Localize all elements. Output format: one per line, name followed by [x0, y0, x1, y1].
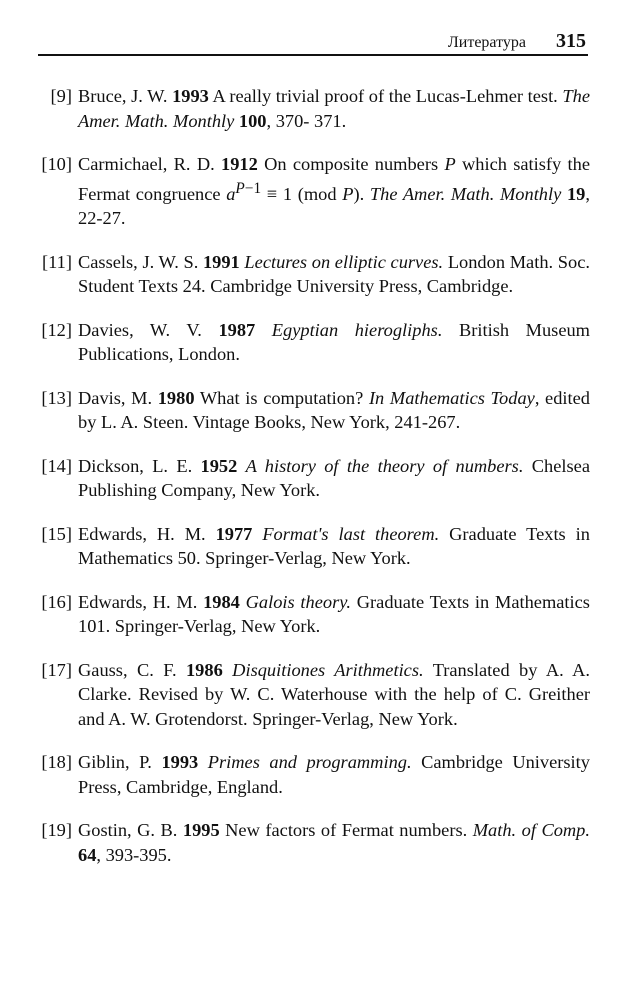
reference-item-16	[38, 590, 590, 639]
reference-year: 1993	[172, 86, 209, 106]
reference-number: [19]	[41, 820, 72, 841]
reference-title: Primes and programming.	[207, 752, 412, 773]
reference-author: Carmichael, R. D.	[78, 154, 215, 174]
reference-item-10	[38, 152, 590, 231]
reference-author: Gostin, G. B.	[78, 820, 178, 841]
reference-publisher: Translated by A. A. Clarke. Revised by W. C. Waterhouse with the help of C. Greither and A. W. Grotendorst. Springer-Verlag, New York.	[78, 659, 590, 729]
reference-author: Bruce, J. W.	[78, 86, 168, 106]
reference-item-11	[38, 250, 590, 299]
math-relation: ≡ 1 (mod	[266, 183, 337, 204]
reference-author: Edwards, H. M.	[78, 523, 206, 544]
reference-pages: , 22-27.	[78, 183, 590, 229]
reference-author: Gauss, C. F.	[78, 659, 177, 680]
reference-number: [18]	[41, 752, 72, 773]
reference-author: Cassels, J. W. S.	[78, 251, 199, 272]
reference-publisher: Chelsea Publishing Company, New York.	[78, 455, 590, 501]
reference-item-12	[38, 318, 590, 367]
reference-title: Format's last theorem.	[262, 523, 440, 544]
reference-number: [14]	[41, 455, 72, 476]
reference-year: 1987	[218, 319, 256, 340]
reference-item-17	[38, 658, 590, 732]
reference-number: [11]	[42, 251, 72, 272]
reference-author: Davies, W. V.	[78, 319, 202, 340]
running-header	[38, 30, 588, 56]
reference-year: 1952	[200, 455, 238, 476]
reference-item-18	[38, 750, 590, 799]
reference-author: Edwards, H. M.	[78, 591, 198, 612]
reference-title: On composite numbers	[264, 154, 439, 174]
reference-year: 1980	[157, 387, 195, 408]
reference-pages: , 393-395.	[96, 844, 172, 865]
reference-number: [13]	[41, 387, 72, 408]
reference-title: ).	[353, 183, 365, 204]
reference-title: A history of the theory of numbers.	[245, 455, 524, 476]
reference-author: Giblin, P.	[78, 752, 152, 773]
reference-item-9	[38, 84, 590, 133]
math-variable: P	[342, 183, 354, 204]
reference-year: 1977	[215, 523, 253, 544]
reference-item-15	[38, 522, 590, 571]
page-number: 315	[556, 30, 586, 52]
math-exponent: −1	[244, 179, 262, 197]
reference-year: 1984	[203, 591, 240, 612]
reference-author: Dickson, L. E.	[78, 455, 193, 476]
reference-number: [10]	[41, 154, 72, 174]
reference-pages: , 370- 371.	[266, 110, 347, 131]
reference-number: [17]	[41, 659, 72, 680]
reference-publisher: , edited by L. A. Steen. Vintage Books, New York, 241-267.	[78, 387, 590, 433]
reference-year: 1991	[202, 251, 240, 272]
reference-source: The Amer. Math. Monthly	[78, 86, 590, 131]
reference-publisher: Graduate Texts in Mathematics 101. Springer-Verlag, New York.	[78, 591, 590, 637]
reference-year: 1912	[221, 154, 258, 174]
reference-volume: 64	[78, 844, 97, 865]
math-variable: P	[444, 154, 456, 174]
reference-volume: 19	[566, 183, 586, 204]
running-head-title: Литература	[447, 34, 526, 51]
math-congruence	[226, 179, 354, 204]
reference-source: Math. of Comp.	[472, 820, 590, 841]
reference-publisher: British Museum Publications, London.	[78, 319, 590, 365]
reference-title: New factors of Fermat numbers.	[225, 820, 468, 841]
reference-year: 1995	[182, 820, 220, 841]
reference-title: Disquitiones Arithmetics.	[232, 659, 424, 680]
reference-publisher: London Math. Soc. Student Texts 24. Cambridge University Press, Cambridge.	[78, 251, 590, 297]
reference-title: A really trivial proof of the Lucas-Lehmer test.	[212, 86, 558, 106]
reference-title: which satisfy the Fermat congruence	[78, 154, 591, 204]
reference-publisher: Graduate Texts in Mathematics 50. Springer-Verlag, New York.	[78, 523, 590, 569]
reference-item-19	[38, 818, 590, 867]
reference-year: 1993	[161, 752, 199, 773]
reference-title: What is computation?	[199, 387, 364, 408]
reference-source: The Amer. Math. Monthly	[369, 183, 562, 204]
reference-title: Galois theory.	[245, 591, 351, 612]
reference-number: [16]	[41, 591, 72, 612]
reference-item-14	[38, 454, 590, 503]
reference-number: [12]	[41, 319, 72, 340]
reference-publisher: Cambridge University Press, Cambridge, England.	[78, 752, 590, 797]
reference-book: In Mathematics Today	[368, 387, 535, 408]
reference-item-13	[38, 386, 590, 435]
reference-number: [9]	[50, 86, 72, 106]
reference-volume: 100	[238, 110, 267, 131]
reference-list	[38, 84, 590, 886]
math-exponent-variable: P	[235, 179, 245, 197]
reference-title: Lectures on elliptic curves.	[244, 251, 444, 272]
reference-year: 1986	[185, 659, 223, 680]
math-variable: a	[226, 183, 236, 204]
reference-number: [15]	[41, 523, 72, 544]
reference-title: Egyptian hierogliphs.	[271, 319, 443, 340]
reference-author: Davis, M.	[78, 387, 153, 408]
